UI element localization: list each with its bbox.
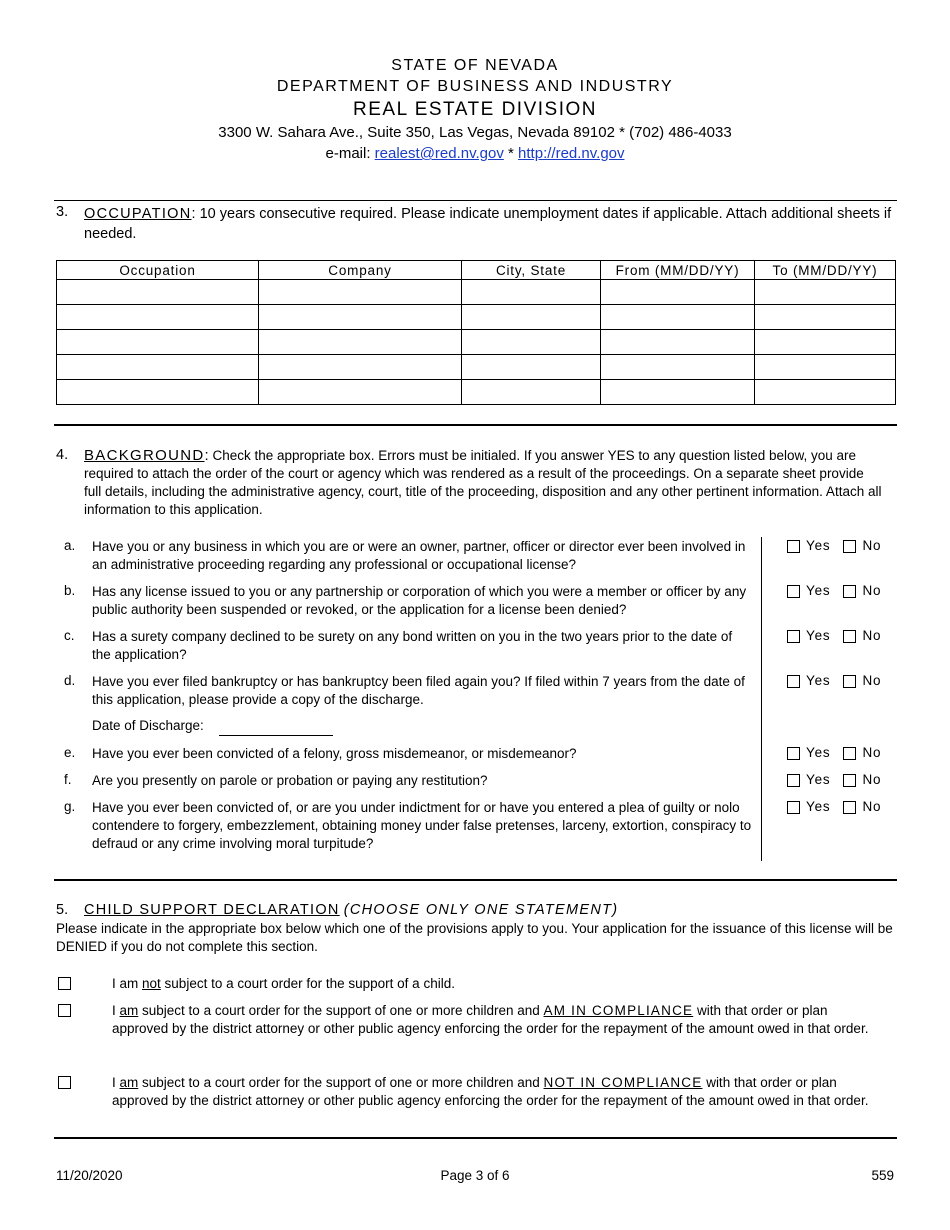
question-b-options [787, 583, 881, 598]
question-b-yes-checkbox[interactable] [787, 585, 800, 598]
header-state: STATE OF NEVADA [391, 57, 559, 74]
question-d-no-checkbox[interactable] [843, 675, 856, 688]
no-label: No [862, 538, 882, 553]
opt3-text-d: NOT IN COMPLIANCE [543, 1075, 703, 1090]
opt2-text-c: subject to a court order for the support of one or more children and [138, 1003, 544, 1018]
yes-label: Yes [806, 799, 831, 814]
opt1-text-a: I am [112, 976, 143, 991]
yes-label: Yes [806, 673, 831, 688]
cell-occupation[interactable] [57, 305, 259, 330]
question-column-divider [761, 537, 762, 861]
background-colon: : [204, 447, 209, 464]
table-row [57, 280, 896, 305]
question-letter-d: d. [64, 673, 76, 688]
question-letter-f: f. [64, 772, 72, 787]
email-label: e-mail: [325, 145, 371, 162]
table-row [57, 380, 896, 405]
child-support-option2-text [112, 1002, 872, 1038]
email-link[interactable]: realest@red.nv.gov [374, 145, 504, 162]
cell-company[interactable] [259, 280, 462, 305]
cell-from[interactable] [601, 380, 755, 405]
question-f-yes-checkbox[interactable] [787, 774, 800, 787]
question-f-options [787, 772, 881, 787]
child-support-title: CHILD SUPPORT DECLARATION [84, 902, 340, 918]
question-letter-b: b. [64, 583, 76, 598]
discharge-label: Date of Discharge: [92, 718, 204, 733]
divider-section4 [54, 879, 897, 881]
question-g-yes-checkbox[interactable] [787, 801, 800, 814]
question-c-no-checkbox[interactable] [843, 630, 856, 643]
child-support-subtitle: (CHOOSE ONLY ONE STATEMENT) [343, 902, 619, 918]
cell-from[interactable] [601, 305, 755, 330]
occupation-heading [84, 204, 904, 244]
background-number: 4. [56, 447, 69, 463]
no-label: No [862, 799, 882, 814]
col-from: From (MM/DD/YY) [601, 261, 755, 280]
question-g-no-checkbox[interactable] [843, 801, 856, 814]
background-heading [84, 447, 884, 519]
website-link[interactable]: http://red.nv.gov [518, 145, 625, 162]
cell-occupation[interactable] [57, 380, 259, 405]
question-d-yes-checkbox[interactable] [787, 675, 800, 688]
question-a-yes-checkbox[interactable] [787, 540, 800, 553]
no-label: No [862, 673, 882, 688]
cell-to[interactable] [755, 380, 896, 405]
child-support-instructions: Please indicate in the appropriate box below which one of the provisions apply to you. Your application for the issuance of this license will be DENIED if you do not complete this section. [56, 921, 893, 954]
occupation-number: 3. [56, 204, 69, 220]
opt3-text-b: am [119, 1075, 139, 1090]
cell-to[interactable] [755, 330, 896, 355]
cell-company[interactable] [259, 305, 462, 330]
footer-date: 11/20/2020 [56, 1168, 123, 1183]
cell-occupation[interactable] [57, 330, 259, 355]
yes-label: Yes [806, 628, 831, 643]
background-title: BACKGROUND [84, 447, 205, 464]
opt3-text-c: subject to a court order for the support of one or more children and [138, 1075, 544, 1090]
opt2-text-d: AM IN COMPLIANCE [543, 1003, 694, 1018]
cell-from[interactable] [601, 330, 755, 355]
yes-label: Yes [806, 583, 831, 598]
opt1-text-c: subject to a court order for the support of a child. [160, 976, 455, 991]
occupation-title: OCCUPATION [84, 206, 192, 222]
question-a-options [787, 538, 881, 553]
header-address: 3300 W. Sahara Ave., Suite 350, Las Vegas, Nevada 89102 * (702) 486-4033 [218, 124, 732, 141]
child-support-option3-checkbox[interactable] [58, 1076, 71, 1089]
no-label: No [862, 745, 882, 760]
child-support-number: 5. [56, 902, 69, 918]
question-c-options [787, 628, 881, 643]
opt1-text-b: not [142, 976, 161, 991]
cell-to[interactable] [755, 355, 896, 380]
col-to: To (MM/DD/YY) [755, 261, 896, 280]
divider-section5 [54, 1137, 897, 1139]
opt2-text-b: am [119, 1003, 139, 1018]
divider-section3 [54, 424, 897, 426]
cell-city-state[interactable] [462, 380, 601, 405]
background-instructions: Check the appropriate box. Errors must be initialed. If you answer YES to any question listed below, you are required to attach the order of the court or agency which was rendered as a result of the proceedings. On a separate sheet provide full details, including the administrative agency, court, title of the proceeding, disposition and any other pertinent information. Attach all information to this application. [84, 448, 882, 517]
question-text-d: Have you ever filed bankruptcy or has bankruptcy been filed again you? If filed within 7 years from the date of this application, please provide a copy of the discharge. [92, 674, 745, 707]
question-text-a: Have you or any business in which you are or were an owner, partner, officer or director ever been involved in an administrative proceeding regarding any professional or occupational license? [92, 539, 746, 572]
divider-top [54, 200, 897, 201]
no-label: No [862, 583, 882, 598]
header-department: DEPARTMENT OF BUSINESS AND INDUSTRY [276, 78, 674, 95]
cell-occupation[interactable] [57, 355, 259, 380]
yes-label: Yes [806, 538, 831, 553]
cell-from[interactable] [601, 280, 755, 305]
question-e-no-checkbox[interactable] [843, 747, 856, 760]
child-support-option1-checkbox[interactable] [58, 977, 71, 990]
question-letter-a: a. [64, 538, 76, 553]
cell-company[interactable] [259, 380, 462, 405]
col-city-state: City, State [462, 261, 601, 280]
header-division: REAL ESTATE DIVISION [353, 99, 597, 120]
cell-city-state[interactable] [462, 330, 601, 355]
question-c-yes-checkbox[interactable] [787, 630, 800, 643]
discharge-date-field[interactable] [219, 735, 333, 736]
question-a-no-checkbox[interactable] [843, 540, 856, 553]
opt2-text-e: with that order or plan approved by the district attorney or other public agency enforcing the order for the repayment of the amount owed in that order. [112, 1003, 869, 1036]
cell-to[interactable] [755, 305, 896, 330]
cell-from[interactable] [601, 355, 755, 380]
question-letter-e: e. [64, 745, 76, 760]
opt3-text-a: I [112, 1075, 120, 1090]
cell-occupation[interactable] [57, 280, 259, 305]
contact-separator: * [508, 145, 514, 162]
cell-company[interactable] [259, 330, 462, 355]
col-company: Company [259, 261, 462, 280]
col-occupation: Occupation [57, 261, 259, 280]
question-text-g: Have you ever been convicted of, or are you under indictment for or have you entered a plea of guilty or nolo contendere to forgery, embezzlement, obtaining money under false pretenses, larceny, extortion, conspiracy to defraud or any crime involving moral turpitude? [92, 800, 752, 851]
footer-page: Page 3 of 6 [440, 1168, 510, 1183]
footer-form-number: 559 [871, 1168, 894, 1183]
question-g-options [787, 799, 881, 814]
cell-to[interactable] [755, 280, 896, 305]
child-support-heading [84, 902, 618, 918]
child-support-option2-checkbox[interactable] [58, 1004, 71, 1017]
question-letter-g: g. [64, 799, 76, 814]
question-text-e: Have you ever been convicted of a felony, gross misdemeanor, or misdemeanor? [92, 746, 577, 761]
opt2-text-a: I [112, 1003, 120, 1018]
occupation-instructions: 10 years consecutive required. Please indicate unemployment dates if applicable. Attach additional sheets if needed. [84, 206, 892, 242]
question-letter-c: c. [64, 628, 75, 643]
no-label: No [862, 628, 882, 643]
question-text-f: Are you presently on parole or probation or paying any restitution? [92, 773, 488, 788]
yes-label: Yes [806, 772, 831, 787]
question-e-yes-checkbox[interactable] [787, 747, 800, 760]
table-row [57, 355, 896, 380]
opt3-text-e: with that order or plan approved by the district attorney or other public agency enforcing the order for the repayment of the amount owed in that order. [112, 1075, 869, 1108]
table-row [57, 305, 896, 330]
question-text-c: Has a surety company declined to be surety on any bond written on you in the two years prior to the date of the application? [92, 629, 733, 662]
question-f-no-checkbox[interactable] [843, 774, 856, 787]
cell-city-state[interactable] [462, 355, 601, 380]
question-text-b: Has any license issued to you or any partnership or corporation of which you were a member or officer by any public authority been suspended or revoked, or the application for a license been denied? [92, 584, 747, 617]
cell-city-state[interactable] [462, 280, 601, 305]
child-support-option1-text [112, 975, 872, 993]
child-support-option3-text [112, 1074, 872, 1110]
question-d-options [787, 673, 881, 688]
table-row [57, 330, 896, 355]
no-label: No [862, 772, 882, 787]
header-contact [0, 145, 950, 162]
occupation-table [56, 260, 896, 405]
question-b-no-checkbox[interactable] [843, 585, 856, 598]
question-e-options [787, 745, 881, 760]
yes-label: Yes [806, 745, 831, 760]
occupation-colon: : [191, 206, 196, 222]
cell-company[interactable] [259, 355, 462, 380]
cell-city-state[interactable] [462, 305, 601, 330]
